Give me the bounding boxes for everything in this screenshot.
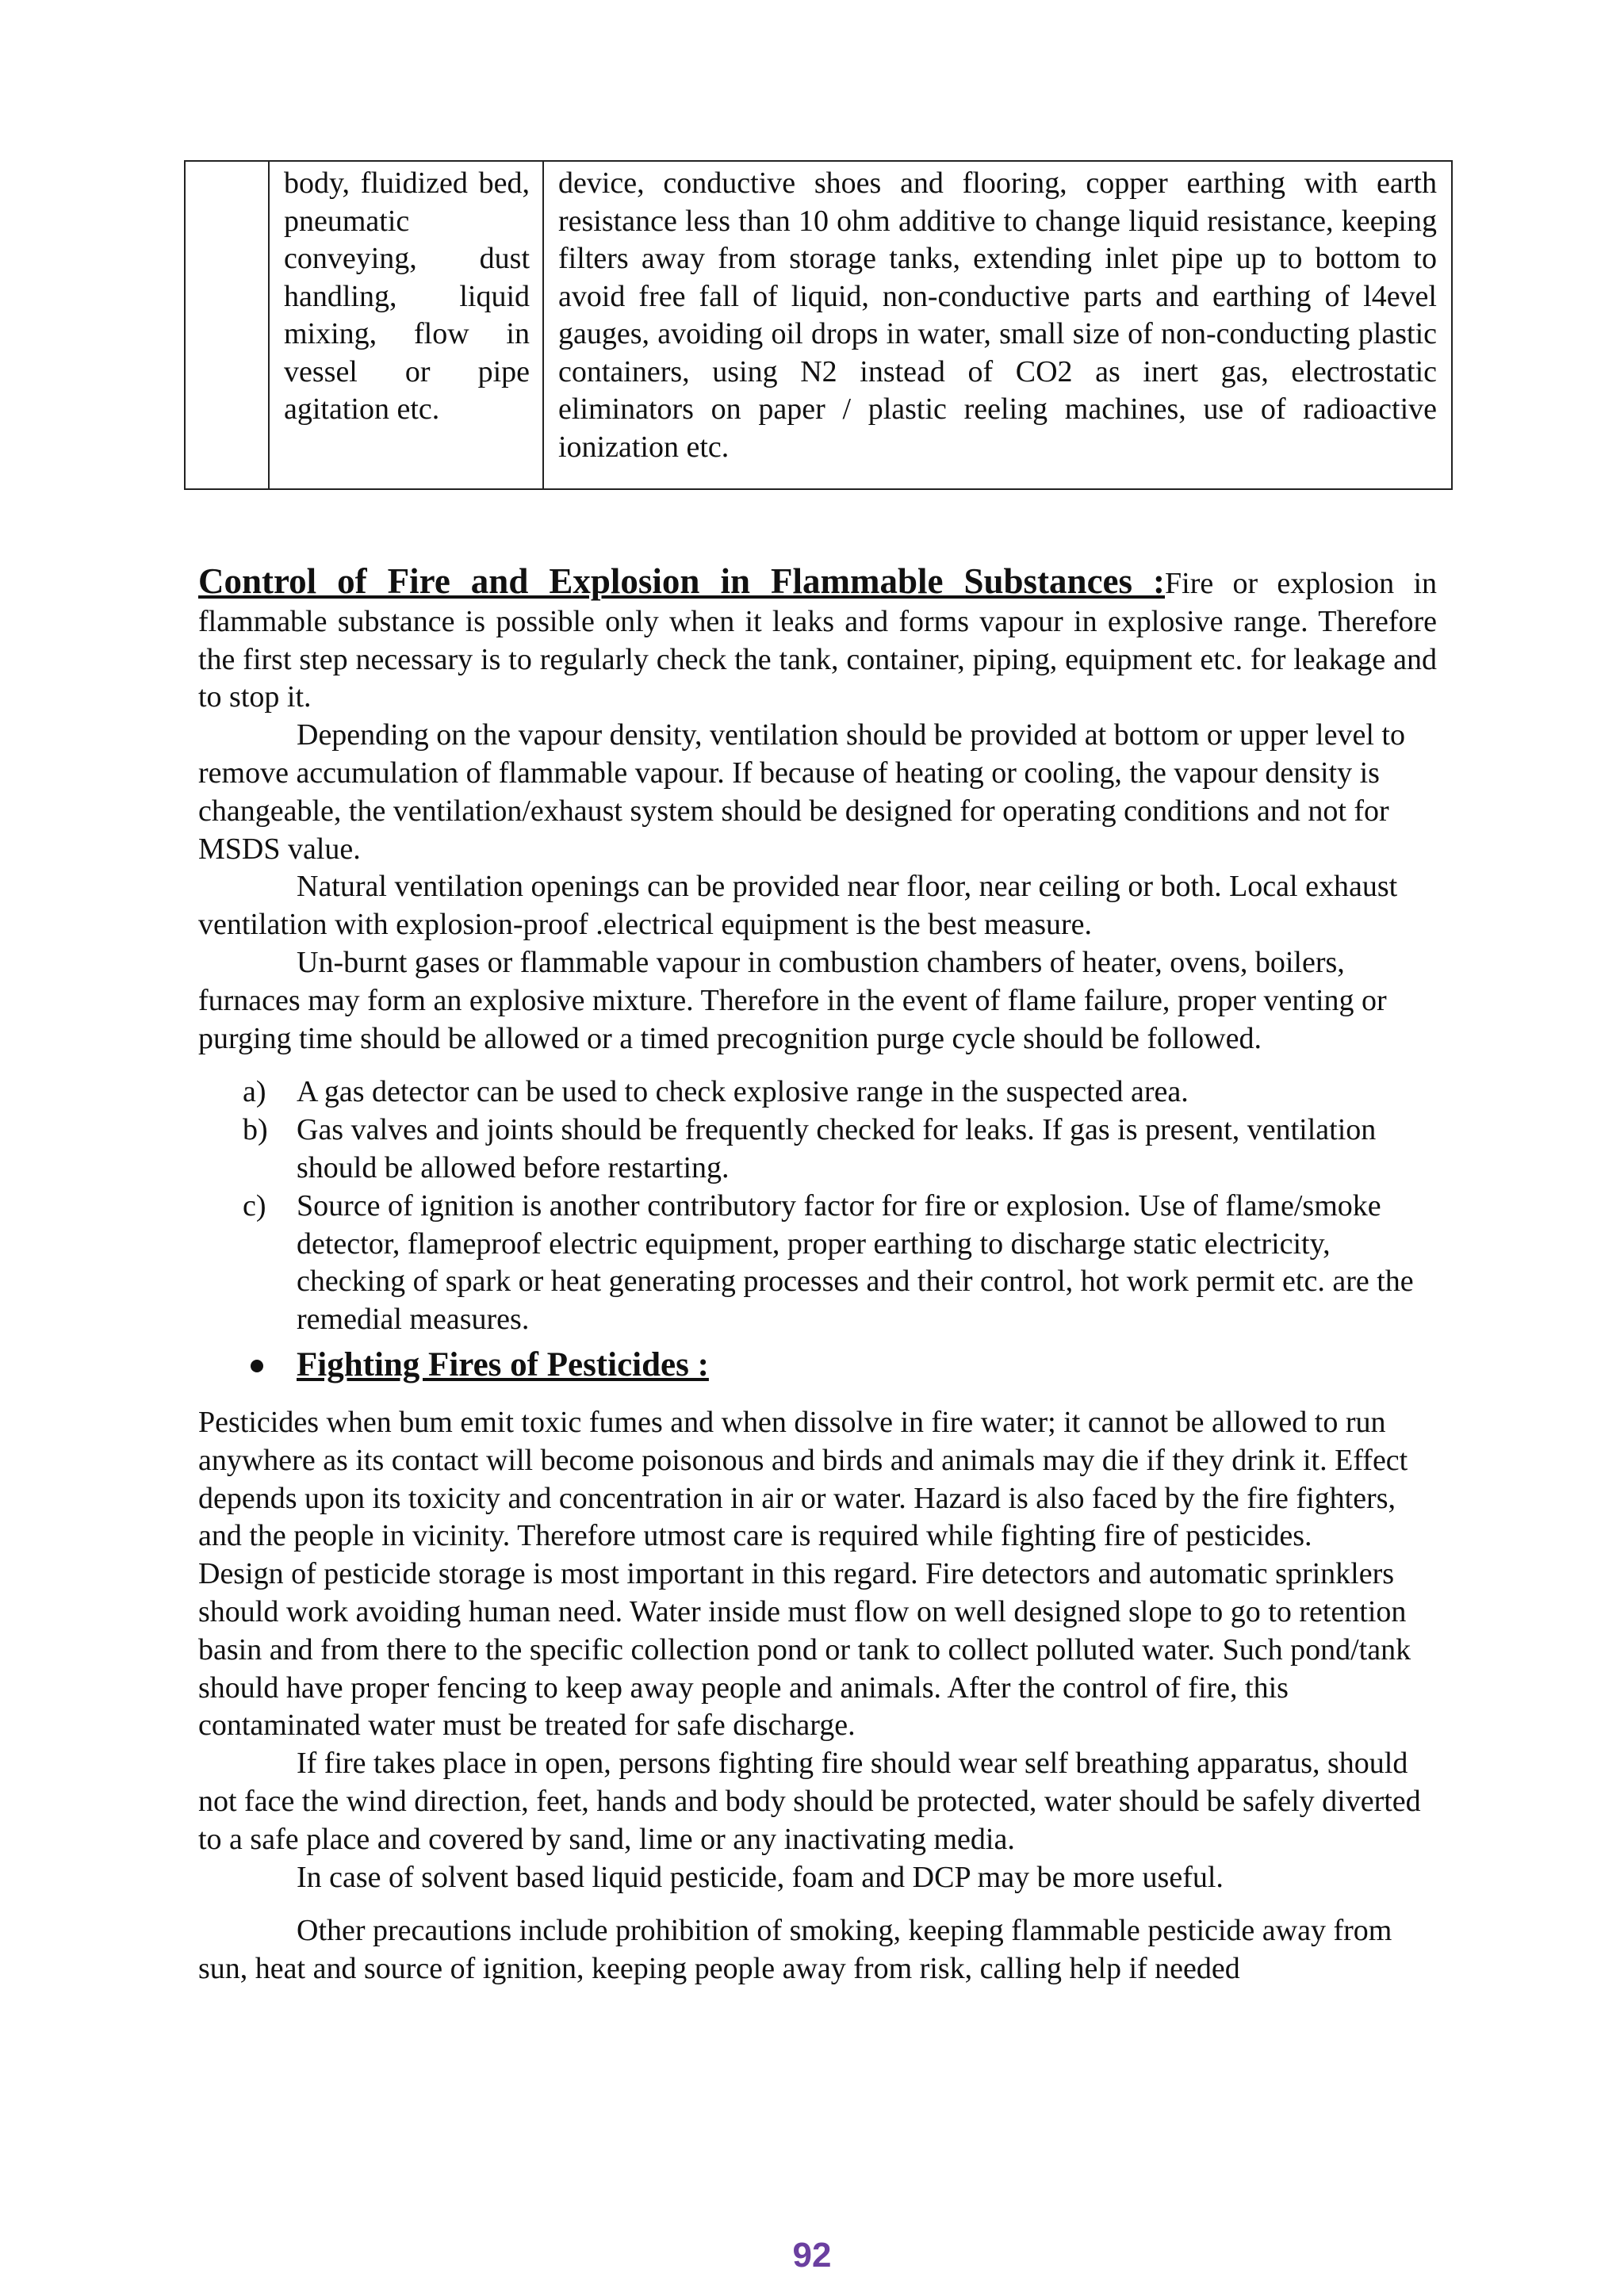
paragraph-vapour-density: Depending on the vapour density, ventilation should be provided at bottom or upper level to remove accumulation of flammable vapour. If because of heating or cooling, the vapour density is changeable, the ventilation/exhaust system should be designed for operating conditions and not for MSDS value. [198,718,1405,866]
paragraph-unburnt-gases: Un-burnt gases or flammable vapour in combustion chambers of heater, ovens, boilers, furnaces may form an explosive mixture. Therefore in the event of flame failure, proper venting or purging time should be allowed or a timed precognition purge cycle should be followed. [198,945,1387,1055]
page-number: 92 [792,2236,832,2275]
paragraph-pesticide-fumes: Pesticides when bum emit toxic fumes and when dissolve in fire water; it cannot be allowed to run anywhere as its contact will become poisonous and birds and animals may die if they drink it. Effect depends upon its toxicity and concentration in air or water. Hazard is also faced by the fire fighters, and the people in vicinity. Therefore utmost care is required while fighting fire of pesticides. [198,1405,1408,1553]
paragraph-natural-ventilation: Natural ventilation openings can be provided near floor, near ceiling or both. Local exhaust ventilation with explosion-proof .electrical equipment is the best measure. [198,870,1398,942]
list-item [198,1073,1437,1112]
section-heading-pesticides: Fighting Fires of Pesticides : [297,1345,709,1383]
bullet-heading [198,1342,1437,1388]
measures-list [198,1073,1437,1339]
continuation-table [184,160,1453,490]
list-item-text: A gas detector can be used to check explosive range in the suspected area. [297,1075,1189,1109]
paragraph-solvent-pesticide: In case of solvent based liquid pesticide, foam and DCP may be more useful. [297,1860,1224,1894]
table-cell-measures: device, conductive shoes and flooring, copper earthing with earth resistance less than 10 ohm additive to change liquid resistance, keeping filters away from storage tanks, extending inlet pipe up to bottom to avoid free fall of liquid, non-conductive parts and earthing of l4evel gauges, avoiding oil drops in water, small size of non-conducting plastic containers, using N2 instead of CO2 as inert gas, electrostatic eliminators on paper / plastic reeling machines, use of radioactive ionization etc. [558,166,1437,464]
section-intro-paragraph [198,563,1437,717]
bullet-dot-icon [251,1360,263,1372]
list-item [198,1112,1437,1188]
list-marker: c) [243,1188,266,1223]
list-item-text: Source of ignition is another contributory factor for fire or explosion. Use of flame/smoke detector, flameproof electric equipment, proper earthing to discharge static electricity, checking of spark or heat generating processes and their control, hot work permit etc. are the remedial measures. [297,1188,1414,1337]
paragraph-other-precautions: Other precautions include prohibition of smoking, keeping flammable pesticide away from sun, heat and source of ignition, keeping people away from risk, calling help if needed [198,1914,1392,1986]
list-marker: b) [243,1113,268,1147]
main-content [198,563,1437,1988]
list-item-text: Gas valves and joints should be frequently checked for leaks. If gas is present, ventilation should be allowed before restarting. [297,1113,1377,1184]
table-cell-empty [186,162,270,488]
paragraph-open-fire: If fire takes place in open, persons fighting fire should wear self breathing apparatus, should not face the wind direction, feet, hands and body should be protected, water should be safely diverted to a safe place and covered by sand, lime or any inactivating media. [198,1747,1421,1856]
table-cell-operations: body, fluidized bed, pneumatic conveying, dust handling, liquid mixing, flow in vessel or pipe agitation etc. [270,162,544,488]
section-intro-text: Fire or explosion in flammable substance is possible only when it leaks and forms vapour in explosive range. Therefore the first step necessary is to regularly check the tank, container, piping, equipment etc. for leakage and to stop it. [198,567,1437,714]
list-marker: a) [243,1075,266,1109]
section-heading-flammable: Control of Fire and Explosion in Flammable Substances : [198,561,1166,601]
list-item [198,1188,1437,1339]
paragraph-storage-design: Design of pesticide storage is most important in this regard. Fire detectors and automatic sprinklers should work avoiding human need. Water inside must flow on well designed slope to go to retention basin and from there to the specific collection pond or tank to collect polluted water. Such pond/tank should have proper fencing to keep away people and animals. After the control of fire, this contaminated water must be treated for safe discharge. [198,1557,1411,1743]
